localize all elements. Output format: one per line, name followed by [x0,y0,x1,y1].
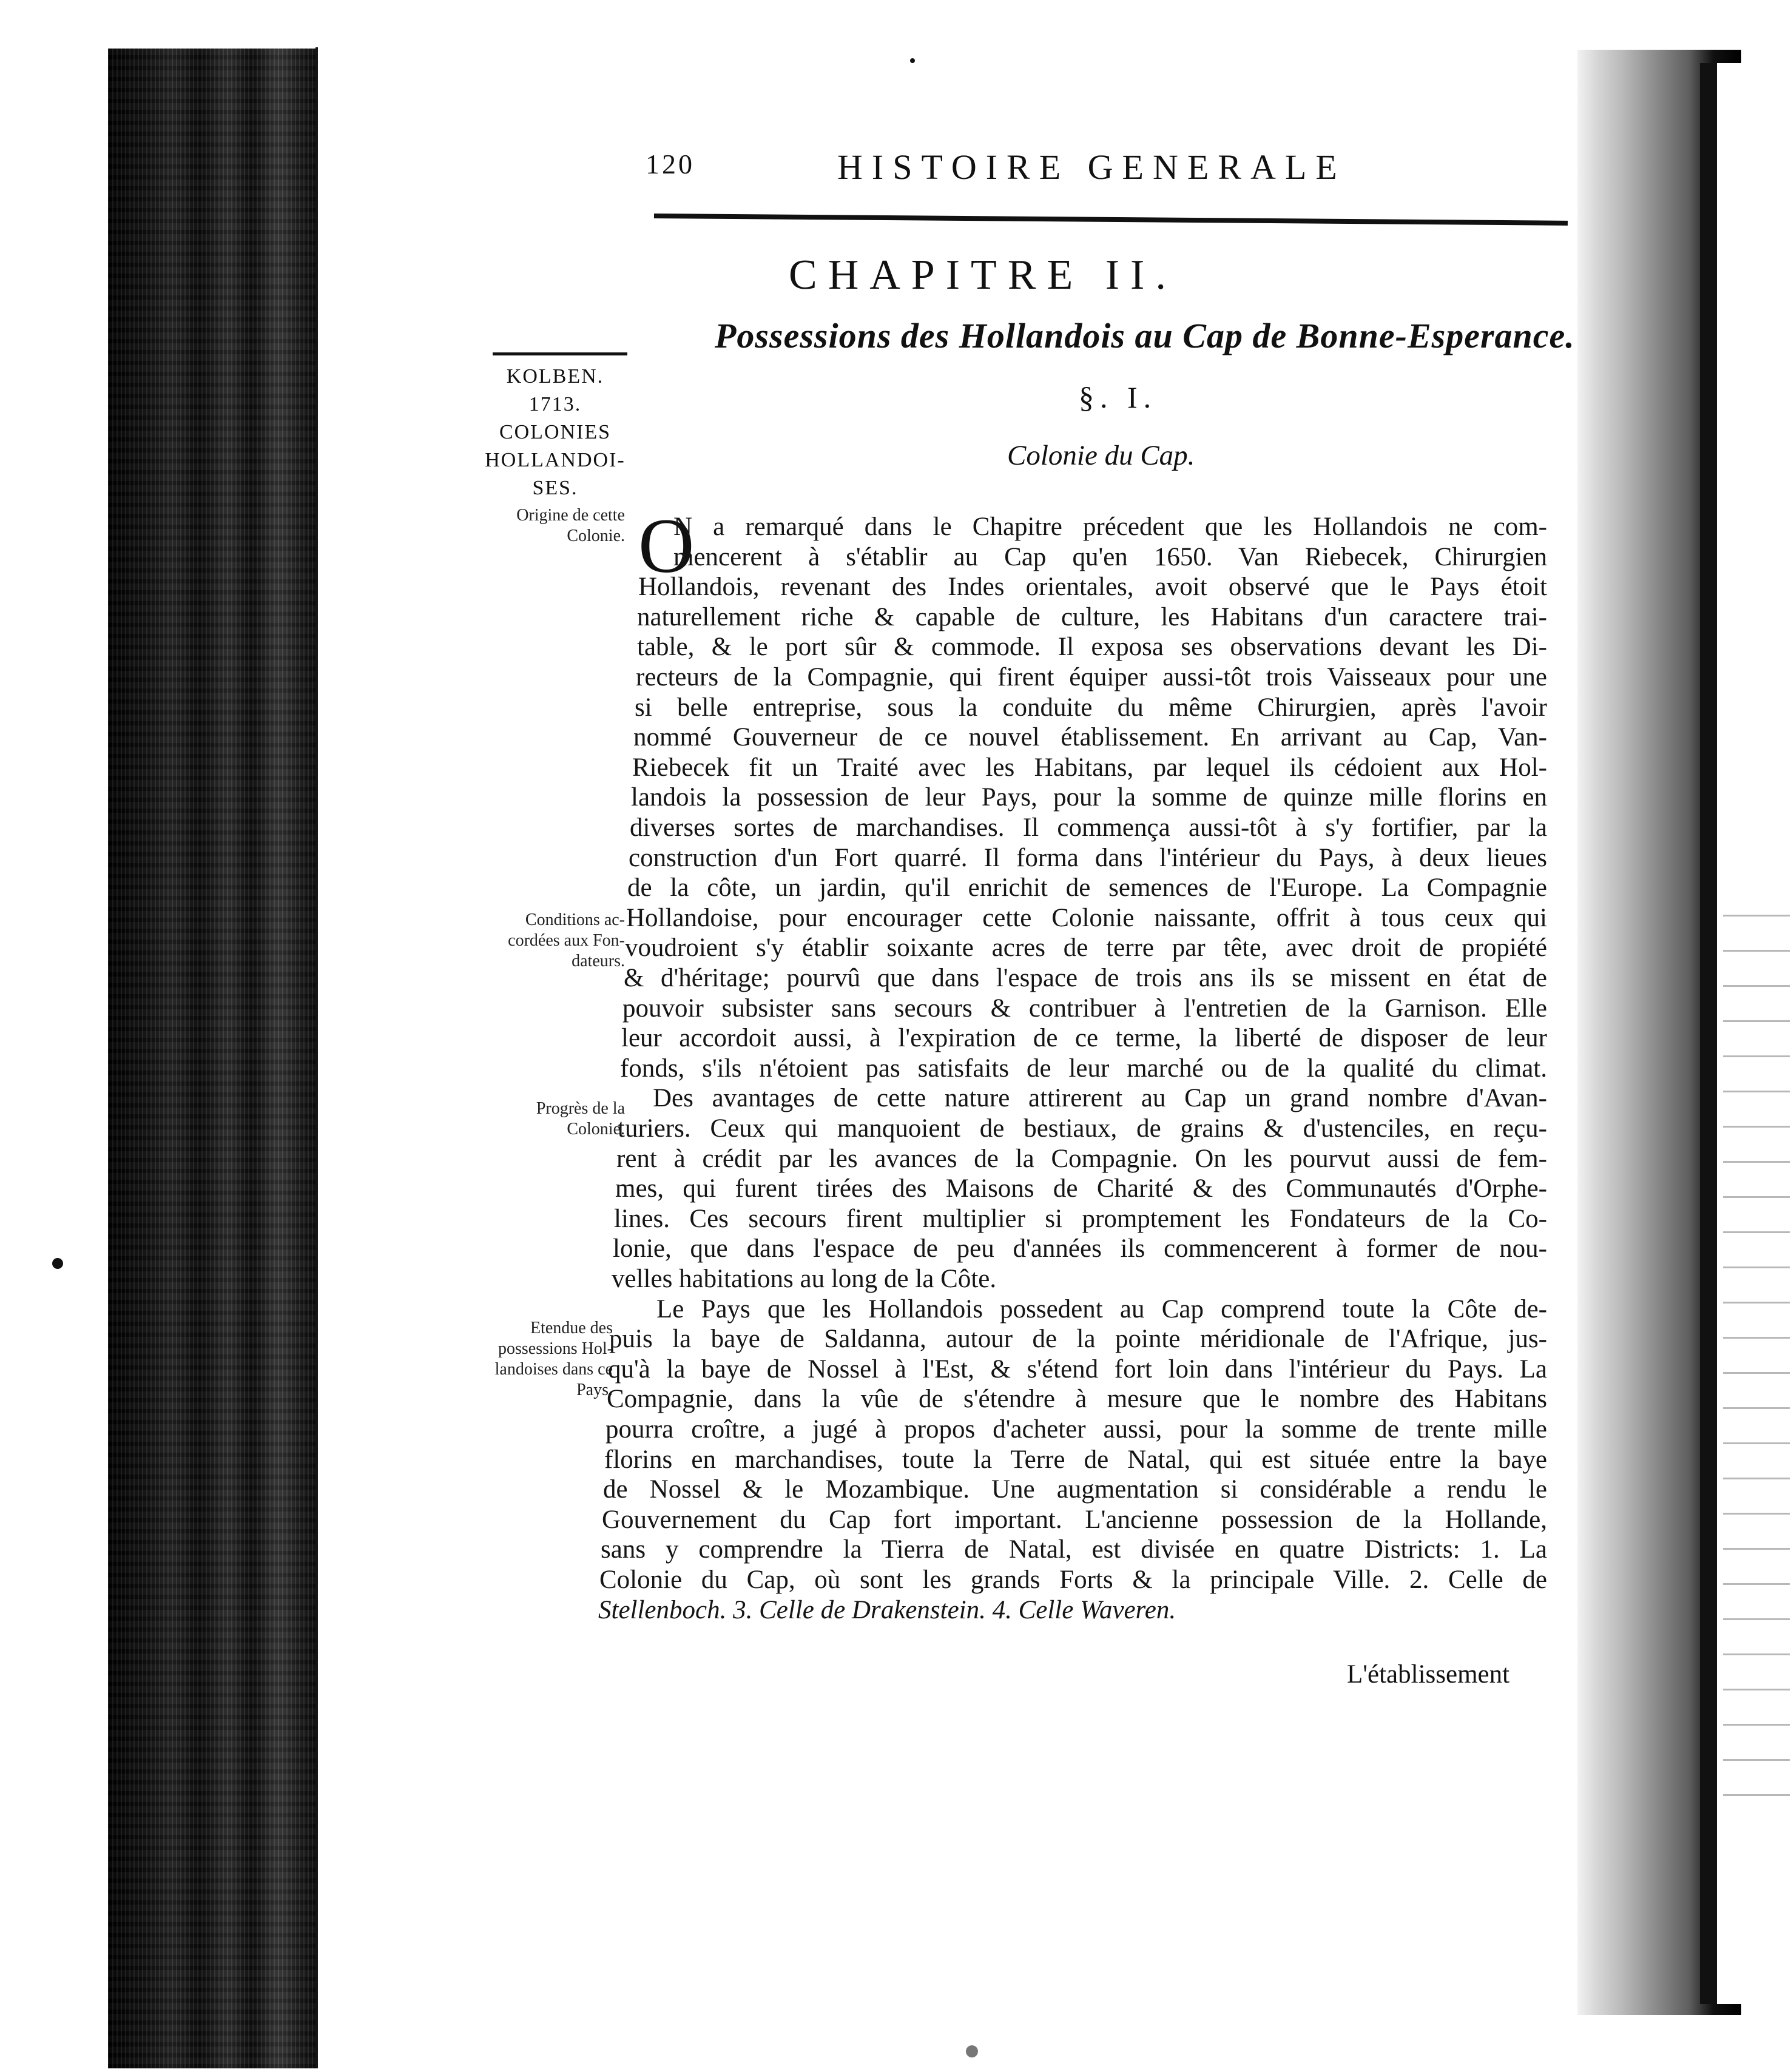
body-line: landois la possession de leur Pays, pour la somme de quinze mille florins en [631,783,1547,812]
body-line: lonie, que dans l'espace de peu d'années ils commencerent à former de nou- [613,1234,1547,1263]
body-line: si belle entreprise, sous la conduite du même Chirurgien, après l'avoir [635,693,1547,722]
body-line: Stellenboch. 3. Celle de Drakenstein. 4. Celle Waveren. [598,1595,1176,1624]
margin-heading-line: KOLBEN. [506,365,604,388]
body-line: & d'héritage; pourvû que dans l'espace de trois ans ils se missent en état de [624,964,1547,992]
body-line: florins en marchandises, toute la Terre de Natal, qui est située entre la baye [604,1445,1547,1474]
body-line: Gouvernement du Cap fort important. L'ancienne possession de la Hollande, [602,1505,1547,1534]
body-line: voudroient s'y établir soixante acres de terre par tête, avec droit de propiété [625,933,1547,963]
adjacent-page-strip [1700,63,1791,2004]
body-line: puis la baye de Saldanna, autour de la pointe méridionale de l'Afrique, jus- [609,1325,1547,1354]
margin-note-line: cordées aux Fon- [508,931,625,950]
margin-note-line: Colonie. [567,1120,625,1139]
body-line: Compagnie, dans la vûe de s'étendre à mesure que le nombre des Habitans [607,1385,1547,1414]
body-line: Hollandoise, pour encourager cette Colonie naissante, offrit à tous ceux qui [626,903,1547,932]
body-line: de la côte, un jardin, qu'il enrichit de semences de l'Europe. La Compagnie [627,873,1547,903]
body-line: nommé Gouverneur de ce nouvel établissement. En arrivant au Cap, Van- [633,723,1547,752]
body-line: qu'à la baye de Nossel à l'Est, & s'étend fort loin dans l'intérieur du Pays. La [608,1354,1547,1384]
body-line: fonds, s'ils n'étoient pas satisfaits de leur marché ou de la qualité du climat. [620,1054,1547,1083]
drop-cap: O [638,503,695,589]
body-line: naturellement riche & capable de culture, les Habitans d'un caractere trai- [637,602,1547,631]
margin-note-conditions [491,910,625,972]
body-line: pouvoir subsister sans secours & contribuer à l'entretien de la Garnison. Elle [622,994,1547,1023]
body-line: rent à crédit par les avances de la Compagnie. On les pourvut aussi de fem- [616,1144,1547,1173]
body-line: sans y comprendre la Tierra de Natal, est divisée en quatre Districts: 1. La [601,1535,1547,1564]
body-line: mencerent à s'établir au Cap qu'en 1650. Van Riebecek, Chirurgien [673,542,1547,571]
body-line: lines. Ces secours firent multiplier si promptement les Fondateurs de la Co- [614,1204,1547,1233]
body-line: mes, qui furent tirées des Maisons de Charité & des Communautés d'Orphe- [615,1174,1547,1203]
margin-note-extent [479,1318,613,1401]
section-title: Colonie du Cap. [1007,440,1195,471]
margin-note-line: Etendue des [530,1319,613,1337]
margin-note-line: Pays. [576,1381,613,1399]
body-line: table, & le port sûr & commode. Il exposa ses observations devant les Di- [637,633,1547,662]
body-line: pourra croître, a jugé à propos d'acheter aussi, pour la somme de trente mille [605,1415,1547,1444]
body-line: leur accordoit aussi, à l'expiration de ce terme, la liberté de disposer de leur [621,1024,1547,1053]
body-line: turiers. Ceux qui manquoient de bestiaux, de grains & d'ustenciles, en reçu- [618,1114,1547,1143]
body-line: de Nossel & le Mozambique. Une augmentation si considérable a rendu le [603,1475,1547,1504]
margin-note-origin [491,505,625,547]
chapter-subtitle: Possessions des Hollandois au Cap de Bonne-Esperance. [715,316,1575,355]
running-header [646,148,1568,197]
margin-note-line: Origine de cette [516,506,625,525]
scan-dot-bottom [966,2045,978,2057]
body-line: construction d'un Fort quarré. Il forma dans l'intérieur du Pays, à deux lieues [629,843,1547,872]
body-line: velles habitations au long de la Côte. [612,1265,997,1293]
margin-heading-line: COLONIES [499,421,612,443]
margin-note-line: dateurs. [572,952,625,970]
running-head: HISTOIRE GENERALE [837,147,1346,187]
body-line: diverses sortes de marchandises. Il commença aussi-tôt à s'y fortifier, par la [630,813,1547,842]
margin-note-progress [491,1098,625,1140]
page-number: 120 [646,149,695,180]
scan-dot-top [910,58,915,63]
chapter-title: CHAPITRE II. [789,252,1177,298]
margin-heading [479,363,631,502]
margin-note-line: Conditions ac- [525,910,625,929]
body-line: Hollandois, revenant des Indes orientales, avoit observé que le Pays étoit [638,573,1547,602]
body-line: Des avantages de cette nature attirerent au Cap un grand nombre d'Avan- [653,1084,1547,1113]
margin-note-line: Colonie. [567,526,625,545]
section-number: §. I. [1079,380,1158,414]
margin-heading-line: HOLLANDOI- [485,449,626,471]
body-line: recteurs de la Compagnie, qui firent équiper aussi-tôt trois Vaisseaux pour une [636,663,1547,691]
margin-note-line: Progrès de la [536,1099,625,1118]
margin-note-line: possessions Hol- [498,1339,613,1358]
margin-heading-line: SES. [532,477,578,499]
catchword: L'établissement [1347,1660,1510,1689]
body-line: Le Pays que les Hollandois possedent au Cap comprend toute la Côte de- [656,1294,1547,1324]
scan-dot-left [52,1258,63,1269]
body-line: Colonie du Cap, où sont les grands Forts & la principale Ville. 2. Celle de [599,1566,1547,1594]
book-left-edge [108,49,326,2068]
body-line: Riebecek fit un Traité avec les Habitans, par lequel ils cédoient aux Hol- [632,753,1547,782]
body-line: N a remarqué dans le Chapitre précedent que les Hollandois ne com- [673,513,1547,541]
margin-rule [493,352,627,355]
margin-note-line: landoises dans ce [494,1360,613,1379]
margin-heading-line: 1713. [528,393,582,415]
